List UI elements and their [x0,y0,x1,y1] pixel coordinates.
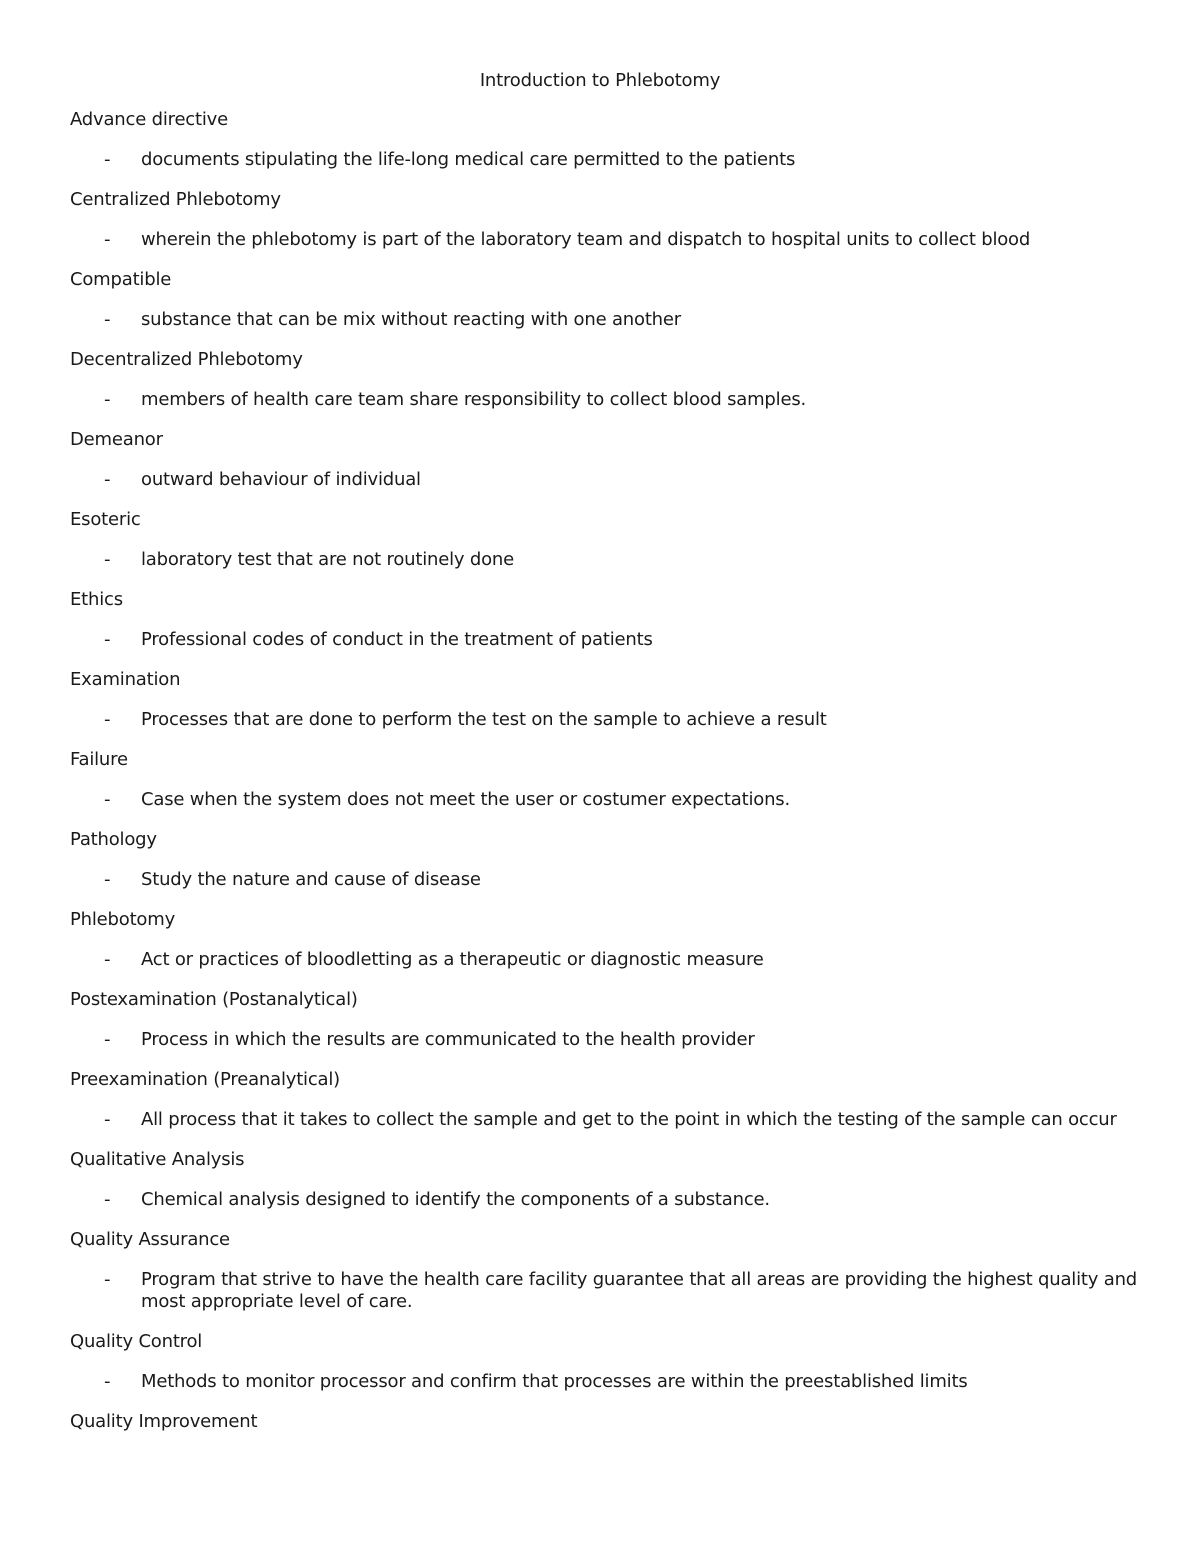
definition-text: Study the nature and cause of disease [141,869,481,890]
glossary-definition [70,789,1140,811]
glossary-term: Centralized Phlebotomy [70,189,281,210]
glossary-term: Pathology [70,829,157,850]
definition-text: Professional codes of conduct in the treatment of patients [141,629,653,650]
bullet-dash: - [104,1269,111,1290]
definition-text: outward behaviour of individual [141,469,421,490]
glossary-definition [70,149,1140,171]
glossary-definition [70,629,1140,651]
definition-text: Process in which the results are communicated to the health provider [141,1029,755,1050]
bullet-dash: - [104,1029,111,1050]
bullet-dash: - [104,149,111,170]
bullet-dash: - [104,309,111,330]
bullet-dash: - [104,709,111,730]
glossary-definition [70,469,1140,491]
bullet-dash: - [104,789,111,810]
bullet-dash: - [104,1109,111,1130]
glossary-term: Preexamination (Preanalytical) [70,1069,341,1090]
glossary-definition [70,1189,1140,1211]
glossary-definition [70,549,1140,571]
glossary-definition [70,389,1140,411]
glossary-definition [70,1269,1140,1313]
glossary-definition [70,309,1140,331]
bullet-dash: - [104,389,111,410]
definition-text: Methods to monitor processor and confirm that processes are within the preestablished limits [141,1371,968,1392]
definition-text: members of health care team share responsibility to collect blood samples. [141,389,807,410]
glossary-term: Compatible [70,269,172,290]
glossary-term: Quality Improvement [70,1411,258,1432]
bullet-dash: - [104,869,111,890]
bullet-dash: - [104,469,111,490]
glossary-term: Examination [70,669,181,690]
glossary-term: Qualitative Analysis [70,1149,245,1170]
glossary-term: Failure [70,749,128,770]
glossary-definition [70,1371,1140,1393]
bullet-dash: - [104,949,111,970]
bullet-dash: - [104,229,111,250]
definition-text: Processes that are done to perform the test on the sample to achieve a result [141,709,827,730]
glossary-term: Advance directive [70,109,228,130]
bullet-dash: - [104,1189,111,1210]
bullet-dash: - [104,549,111,570]
glossary-definition [70,229,1140,251]
definition-text: laboratory test that are not routinely done [141,549,515,570]
bullet-dash: - [104,1371,111,1392]
glossary-term: Decentralized Phlebotomy [70,349,303,370]
glossary-list [70,108,1140,1451]
definition-text: All process that it takes to collect the sample and get to the point in which the testing of the sample can occur [141,1109,1117,1130]
glossary-term: Demeanor [70,429,163,450]
glossary-term: Quality Assurance [70,1229,230,1250]
glossary-definition [70,949,1140,971]
definition-text: Act or practices of bloodletting as a therapeutic or diagnostic measure [141,949,764,970]
glossary-term: Esoteric [70,509,141,530]
glossary-definition [70,1109,1140,1131]
glossary-term: Postexamination (Postanalytical) [70,989,358,1010]
document-title: Introduction to Phlebotomy [479,70,721,91]
glossary-term: Phlebotomy [70,909,176,930]
definition-text: Chemical analysis designed to identify the components of a substance. [141,1189,770,1210]
glossary-definition [70,869,1140,891]
definition-text: documents stipulating the life-long medical care permitted to the patients [141,149,796,170]
glossary-term: Ethics [70,589,123,610]
bullet-dash: - [104,629,111,650]
glossary-definition [70,709,1140,731]
glossary-term: Quality Control [70,1331,203,1352]
glossary-definition [70,1029,1140,1051]
definition-text: wherein the phlebotomy is part of the laboratory team and dispatch to hospital units to collect blood [141,229,1031,250]
definition-text: Case when the system does not meet the user or costumer expectations. [141,789,790,810]
definition-text: Program that strive to have the health care facility guarantee that all areas are providing the highest quality and most appropriate level of care. [141,1269,1138,1312]
definition-text: substance that can be mix without reacting with one another [141,309,681,330]
